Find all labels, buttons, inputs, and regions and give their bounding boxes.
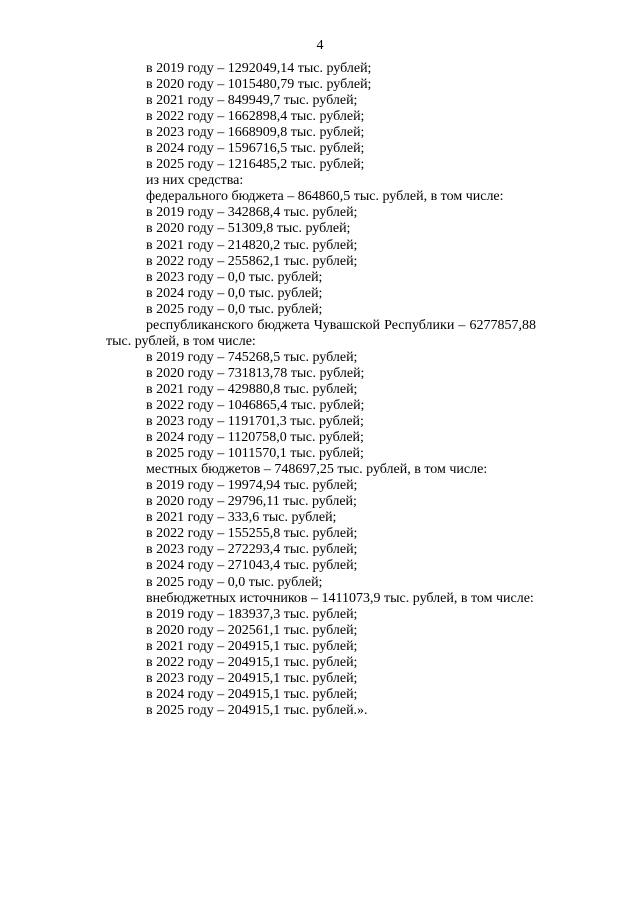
local-year-2025: в 2025 году – 0,0 тыс. рублей; xyxy=(146,574,323,590)
federal-year-2019: в 2019 году – 342868,4 тыс. рублей; xyxy=(146,205,358,221)
federal-year-2024: в 2024 году – 0,0 тыс. рублей; xyxy=(146,285,323,301)
local-year-2020: в 2020 году – 29796,11 тыс. рублей; xyxy=(146,494,357,510)
total-year-2019: в 2019 году – 1292049,14 тыс. рублей; xyxy=(146,61,372,76)
total-funding-list xyxy=(106,61,536,173)
total-year-2022: в 2022 году – 1662898,4 тыс. рублей; xyxy=(146,109,365,125)
republic-year-2019: в 2019 году – 745268,5 тыс. рублей; xyxy=(146,349,358,365)
federal-year-2021: в 2021 году – 214820,2 тыс. рублей; xyxy=(146,237,358,253)
republic-year-2025: в 2025 году – 1011570,1 тыс. рублей; xyxy=(146,446,364,462)
local-year-2024: в 2024 году – 271043,4 тыс. рублей; xyxy=(146,558,358,574)
extrabudget-year-2021: в 2021 году – 204915,1 тыс. рублей; xyxy=(146,638,358,654)
extrabudget-heading: внебюджетных источников – 1411073,9 тыс. рублей, в том числе: xyxy=(146,590,534,606)
federal-budget-heading: федерального бюджета – 864860,5 тыс. рублей, в том числе: xyxy=(146,189,504,205)
extrabudget-year-2025: в 2025 году – 204915,1 тыс. рублей.». xyxy=(146,702,368,718)
extrabudget-year-2023: в 2023 году – 204915,1 тыс. рублей; xyxy=(146,670,358,686)
page-number: 4 xyxy=(316,38,324,53)
total-year-2025: в 2025 году – 1216485,2 тыс. рублей; xyxy=(146,157,365,173)
federal-year-2023: в 2023 году – 0,0 тыс. рублей; xyxy=(146,269,323,285)
extrabudget-year-2024: в 2024 году – 204915,1 тыс. рублей; xyxy=(146,686,358,702)
total-year-2024: в 2024 году – 1596716,5 тыс. рублей; xyxy=(146,141,365,157)
local-year-2019: в 2019 году – 19974,94 тыс. рублей; xyxy=(146,478,358,494)
extrabudget-year-2022: в 2022 году – 204915,1 тыс. рублей; xyxy=(146,654,358,670)
local-year-2022: в 2022 году – 155255,8 тыс. рублей; xyxy=(146,526,358,542)
local-budget-section xyxy=(106,462,536,590)
local-year-2023: в 2023 году – 272293,4 тыс. рублей; xyxy=(146,542,358,558)
federal-year-2020: в 2020 году – 51309,8 тыс. рублей; xyxy=(146,221,351,237)
total-year-2021: в 2021 году – 849949,7 тыс. рублей; xyxy=(146,93,358,109)
federal-year-2022: в 2022 году – 255862,1 тыс. рублей; xyxy=(146,253,358,269)
local-year-2021: в 2021 году – 333,6 тыс. рублей; xyxy=(146,510,337,526)
document-body xyxy=(106,61,536,719)
republic-budget-heading: республиканского бюджета Чувашской Республики – 6277857,88 тыс. рублей, в том числе: xyxy=(106,317,536,349)
total-year-2020: в 2020 году – 1015480,79 тыс. рублей; xyxy=(146,77,372,93)
extrabudget-year-2019: в 2019 году – 183937,3 тыс. рублей; xyxy=(146,606,358,622)
federal-year-2025: в 2025 году – 0,0 тыс. рублей; xyxy=(146,301,323,317)
federal-budget-section xyxy=(106,189,536,317)
republic-year-2024: в 2024 году – 1120758,0 тыс. рублей; xyxy=(146,430,364,446)
republic-year-2021: в 2021 году – 429880,8 тыс. рублей; xyxy=(146,381,358,397)
extrabudget-year-2020: в 2020 году – 202561,1 тыс. рублей; xyxy=(146,622,358,638)
republic-budget-section xyxy=(106,318,536,462)
republic-year-2023: в 2023 году – 1191701,3 тыс. рублей; xyxy=(146,414,364,430)
total-year-2023: в 2023 году – 1668909,8 тыс. рублей; xyxy=(146,125,365,141)
republic-year-2022: в 2022 году – 1046865,4 тыс. рублей; xyxy=(146,397,365,413)
local-budget-heading: местных бюджетов – 748697,25 тыс. рублей, в том числе: xyxy=(146,462,488,478)
sources-intro: из них средства: xyxy=(146,173,244,189)
republic-year-2020: в 2020 году – 731813,78 тыс. рублей; xyxy=(146,365,365,381)
extrabudget-section xyxy=(106,591,536,719)
